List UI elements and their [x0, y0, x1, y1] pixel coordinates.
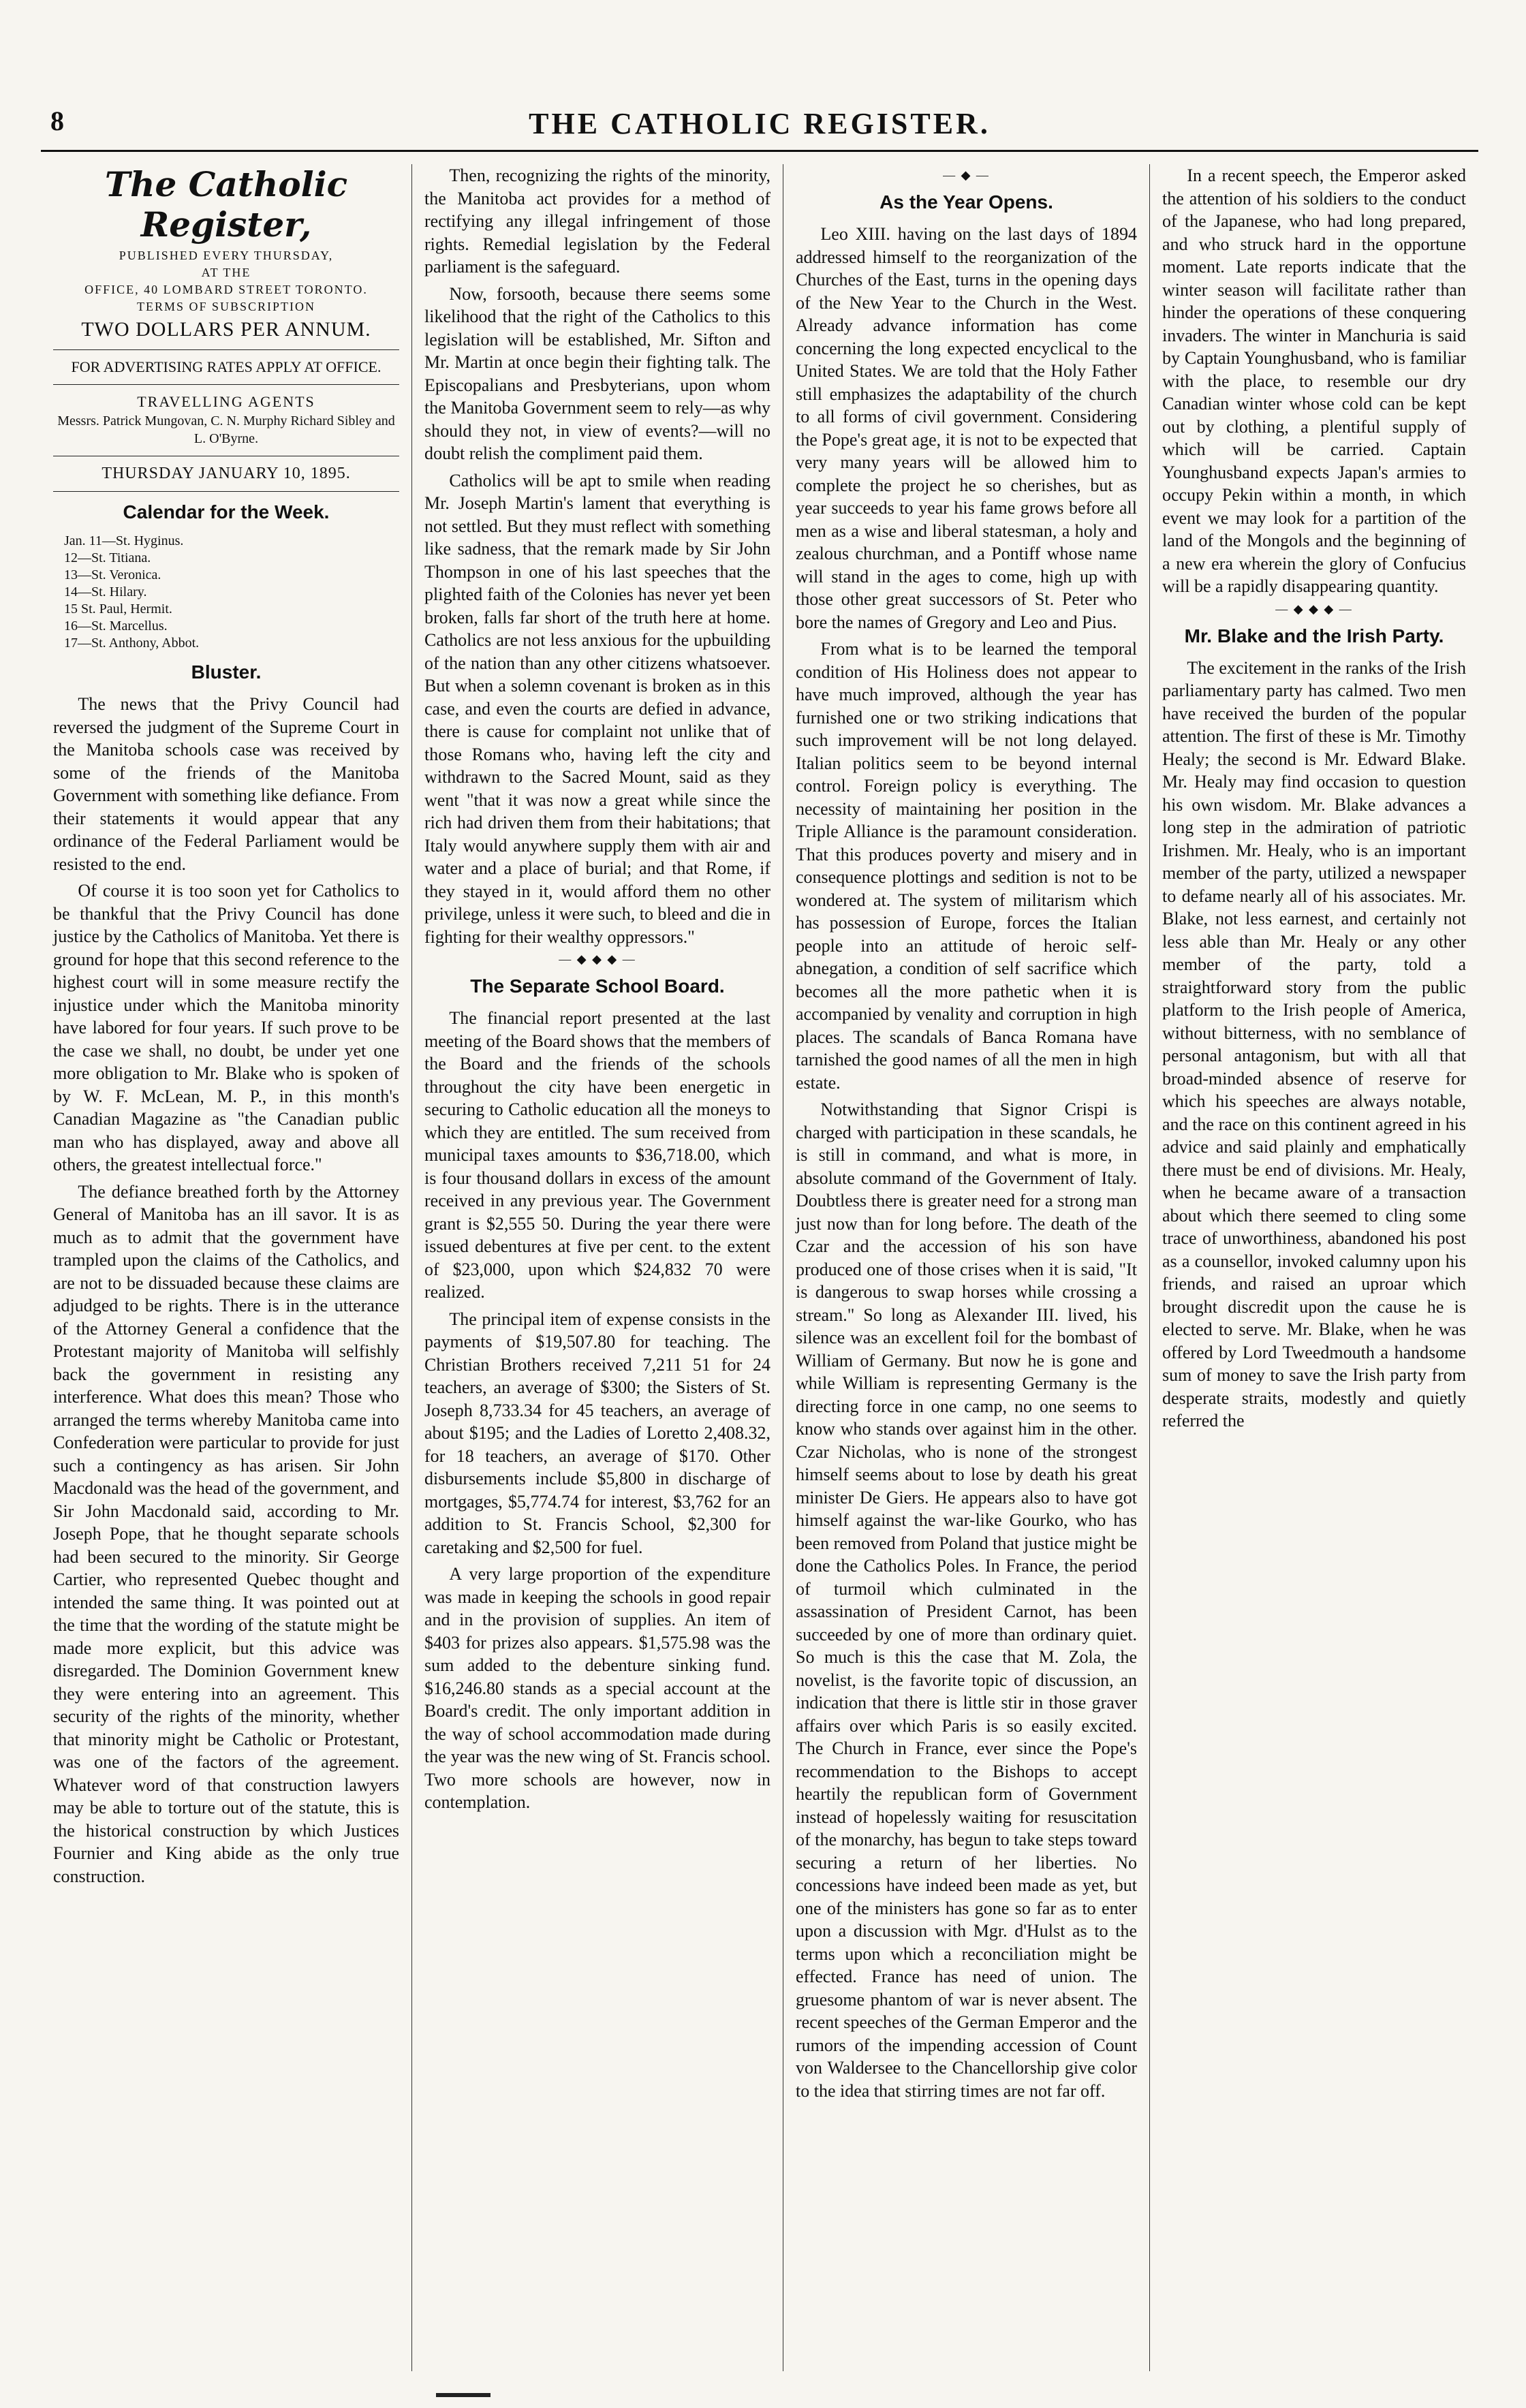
footer-rule	[436, 2393, 490, 2397]
divider	[53, 491, 399, 492]
article-paragraph: From what is to be learned the temporal condition of His Holiness does not appear to have much improved, although the year has furnished one or two striking indications that such improvement will be not long delayed. Italian politics seem to be beyond internal control. Foreign policy is everything. The necessity of maintaining her position in the Triple Alliance is the paramount consideration. That this produces poverty and misery and in consequence plottings and sedition is not to be wondered at. The system of militarism which has possession of Europe, forces the Italian people into an attitude of heroic self-abnegation, a condition of self sacrifice which becomes all the more pathetic when it is accompanied by venality and corruption in high places. The scandals of Banca Romana have tarnished the good names of all the men in high estate.	[796, 639, 1137, 1093]
column-2	[412, 164, 783, 2371]
office-address: OFFICE, 40 LOMBARD STREET TORONTO.	[84, 283, 368, 296]
column-3	[783, 164, 1150, 2371]
paper-nameplate: The Catholic Register,	[104, 164, 348, 245]
article-paragraph: The principal item of expense consists in the payments of $19,507.80 for teaching. The Christian Brothers received 7,211 51 for 24 teachers, an average of $300; the Sisters of St. Joseph 8,733.34 for 45 teachers, an average of about $195; and the Ladies of Loretto 2,408.32, for 18 teachers, an average of $170. Other disbursements include $5,800 in discharge of mortgages, $5,774.74 for interest, $3,762 for an addition to St. Francis School, $2,300 for caretaking and $2,500 for fuel.	[424, 1309, 770, 1557]
article-paragraph: Then, recognizing the rights of the minority, the Manitoba act provides for a method of rectifying any illegal infringement of those rights. Remedial legislation by the Federal parliament is the safeguard.	[424, 166, 770, 277]
column-1	[41, 164, 412, 2371]
newspaper-title: THE CATHOLIC REGISTER.	[529, 107, 991, 140]
school-board-title: The Separate School Board.	[470, 975, 725, 997]
calendar-title: Calendar for the Week.	[123, 501, 330, 522]
at-the-line: AT THE	[201, 266, 251, 279]
calendar-item: 15 St. Paul, Hermit.	[64, 601, 172, 616]
year-opens-title: As the Year Opens.	[879, 191, 1053, 213]
article-paragraph: The news that the Privy Council had reversed the judgment of the Supreme Court in the Manitoba schools case was received by some of the friends of the Manitoba Government with something like defiance. From their statements it would appear that any ordinance of the Federal Parliament would be resisted to the end.	[53, 694, 399, 874]
calendar-item: Jan. 11—St. Hyginus.	[64, 533, 184, 548]
calendar-item: 16—St. Marcellus.	[64, 619, 168, 634]
divider	[53, 349, 399, 350]
article-paragraph: A very large proportion of the expenditure was made in keeping the schools in good repair and in the provision of supplies. An item of $403 for prizes also appears. $1,575.98 was the sum added to the debenture sinking fund. $16,246.80 stands as a special account at the Board's credit. The only important addition in the way of school accommodation made during the year was the new wing of St. Francis school. Two more schools are however, now in contemplation.	[424, 1564, 770, 1812]
article-paragraph: The financial report presented at the last meeting of the Board shows that the members of the Board and the friends of the schools throughout the city have been energetic in securing to Catholic education all the moneys to which they are entitled. The sum received from municipal taxes amounts to $36,718.00, which is four thousand dollars in excess of the amount received in any previous year. The Government grant is $2,555 50. During the year there were issued debentures at five per cent. to the extent of $23,000, upon which $24,832 70 were realized.	[424, 1008, 770, 1302]
terms-line: TERMS OF SUBSCRIPTION	[136, 300, 316, 313]
article-paragraph: Catholics will be apt to smile when reading Mr. Joseph Martin's lament that everything is not settled. But they must reflect with something like sadness, that the remark made by Sir John Thompson in one of his last speeches that the plighted faith of the Colonies has never yet been broken, falls far short of the truth here at home. Catholics are not less anxious for the upbuilding of the nation than any other citizens whatsoever. But when a solemn covenant is broken as in this case, and even the courts are defied in advance, there is cause for complaint not unlike that of those Romans who, having left the city and withdrawn to the Sacred Mount, said as they went "that it was now a great while since the rich had driven them from their habitations; that Italy would anywhere supply them with air and water and a place of burial; and that Rome, if they stayed in it, would afford them no other privilege, unless it were such, to bleed and die in fighting for their wealthy oppressors."	[424, 470, 770, 947]
article-paragraph: The excitement in the ranks of the Irish parliamentary party has calmed. Two men have received the burden of the popular attention. The first of these is Mr. Timothy Healy; the second is Mr. Edward Blake. Mr. Healy may find occasion to question his own wisdom. Mr. Blake advances a long step in the admiration of patriotic Irishmen. Mr. Healy, who is an important member of the party, utilized a newspaper to defame nearly all of his associates. Mr. Blake, not less earnest, and certainly not less able than Mr. Healy or any other member of the party, told a straightforward story from the public platform to the Irish people of America, without bitterness, with no semblance of personal antagonism, but with all that broad-minded absence of reserve for which his speeches are always notable, and the race on this continent agreed in his advice and said plainly and emphatically there must be end of divisions. Mr. Healy, when he became aware of a transaction about which there seemed to cling some trace of unworthiness, abandoned his post as a counsellor, invoked calumny upon his friends, and raised an uproar which brought discredit upon the cause he is elected to serve. Mr. Blake, when he was offered by Lord Tweedmouth a handsome sum of money to save the Irish party from desperate straits, modestly and quietly referred the	[1162, 657, 1466, 1430]
article-paragraph: In a recent speech, the Emperor asked the attention of his soldiers to the conduct of the Japanese, who had long prepared, and who struck hard in the opportune moment. Late reports indicate that the winter season will facilitate rather than hinder the operations of these conquering invaders. The winter in Manchuria is said by Captain Younghusband, who is familiar with the place, to resemble our dry Canadian winter whose cold can be kept out by clothing, a plentiful supply of which will be carried. Captain Younghusband expects Japan's armies to occupy Pekin within a month, in which event we may look for a partition of the land of the Mongols and the beginning of a new era wherein the glory of Confucius will be a rapidly disappearing quantity.	[1162, 166, 1466, 596]
ornament-divider: — ◆ ◆ ◆ —	[1275, 601, 1353, 616]
calendar-item: 13—St. Veronica.	[64, 567, 161, 582]
article-paragraph: Leo XIII. having on the last days of 1894 addressed himself to the reorganization of the Churches of the East, turns in the opening days of the New Year to the Church in the West. Already advance information has come concerning the long expected encyclical to the United States. We are told that the Holy Father still emphasizes the adaptability of the church to all forms of civil government. Considering the Pope's great age, it is not to be expected that very many years will be allowed him to complete the project he so cherishes, but as year succeeds to year his fame grows before all men as a wise and liberal statesman, a holy and zealous churchman, and a Pontiff whose name will stand in the ages to come, high up with those other great successors of St. Peter who bore the names of Gregory and Leo and Pius.	[796, 224, 1137, 632]
page-header	[41, 102, 1478, 152]
published-line: PUBLISHED EVERY THURSDAY,	[119, 249, 334, 262]
article-paragraph: Of course it is too soon yet for Catholics to be thankful that the Privy Council has done justice by the Catholics of Manitoba. Yet there is ground for hope that this second reference to the highest court will in some measure rectify the injustice under which the Manitoba minority have labored for four years. If such prove to be the case we shall, no doubt, be under yet one more obligation to Mr. Blake who is spoken of by W. F. McLean, M. P., in this month's Canadian Magazine as "the Canadian public man who has displayed, away and above all others, the greatest intellectual force."	[53, 881, 399, 1174]
issue-date: THURSDAY JANUARY 10, 1895.	[102, 465, 351, 482]
calendar-item: 14—St. Hilary.	[64, 584, 147, 599]
agents-title: TRAVELLING AGENTS	[137, 393, 315, 410]
blake-title: Mr. Blake and the Irish Party.	[1184, 625, 1444, 646]
ornament-divider: — ◆ ◆ ◆ —	[559, 952, 636, 966]
columns	[41, 164, 1478, 2371]
calendar-item: 12—St. Titiana.	[64, 550, 151, 565]
divider	[53, 384, 399, 385]
agents-names: Messrs. Patrick Mungovan, C. N. Murphy Richard Sibley and L. O'Byrne.	[57, 413, 395, 446]
advertising-line: FOR ADVERTISING RATES APPLY AT OFFICE.	[71, 358, 382, 375]
calendar-list	[53, 533, 399, 652]
article-paragraph: Now, forsooth, because there seems some likelihood that the right of the Catholics to this legislation will be established, Mr. Sifton and Mr. Martin at once begin their fighting talk. The Episcopalians and Presbyterians, upon whom the Manitoba Government seem to rely—as why should they not, in view of events?—will no doubt relish the compliment paid them.	[424, 283, 770, 463]
page-number: 8	[50, 106, 64, 136]
subscription-price: TWO DOLLARS PER ANNUM.	[81, 318, 371, 341]
calendar-item: 17—St. Anthony, Abbot.	[64, 636, 200, 651]
article-paragraph: The defiance breathed forth by the Attorney General of Manitoba has an ill savor. It is as much as to admit that the government have trampled upon the claims of the Catholics, and are not to be dissuaded because these claims are adjudged to be rights. There is in the utterance of the Attorney General a confidence that the Protestant majority of Manitoba will selfishly back the government in resisting any interference. What does this mean? Those who arranged the terms whereby Manitoba came into Confederation were particular to provide for just such a contingency as has arisen. Sir John Macdonald was the head of the government, and Sir John Macdonald said, according to Mr. Joseph Pope, that he thought separate schools had been secured to the minority. Sir George Cartier, who represented Quebec thought and intended the same thing. It was pointed out at the time that the wording of the statute might be made more explicit, but this advice was disregarded. The Dominion Government knew they were entering into an agreement. This security of the rights of the minority, whether that minority might be Catholic or Protestant, was one of the factors of the agreement. Whatever word of that construction lawyers may be able to torture out of the statute, this is the historical construction by which Justices Fournier and King abide as the only true construction.	[53, 1181, 399, 1886]
ornament-divider: — ◆ —	[943, 168, 990, 182]
bluster-title: Bluster.	[191, 661, 262, 683]
column-4	[1150, 164, 1478, 2371]
article-paragraph: Notwithstanding that Signor Crispi is charged with participation in these scandals, he is still in command, and what is more, in absolute command of the Government of Italy. Doubtless there is greater need for a strong man just now than for long before. The death of the Czar and the accession of his son have produced one of those crises when it is said, "It is dangerous to swap horses while crossing a stream." So long as Alexander III. lived, his silence was an excellent foil for the bombast of William of Germany. But now he is gone and while William is representing Germany is the directing force in one camp, no one seems to know who stands over against him in the other. Czar Nicholas, who is none of the strongest himself seems about to lose by death his great minister De Giers. He appears also to have got himself against the war-like Gourko, who has been removed from Poland that justice might be done the Catholics Poles. In France, the period of turmoil which culminated in the assassination of President Carnot, has been succeeded by one of more than ordinary quiet. So much is this the case that M. Zola, the novelist, is the favorite topic of discussion, an indication that there is little stir in those graver affairs over which Paris is so easily excited. The Church in France, ever since the Pope's recommendation to the Bishops to accept heartily the republican form of Government instead of hopelessly waiting for resuscitation of the monarchy, has begun to take steps toward securing a return of her liberties. No concessions have indeed been made as yet, but one of the ministers has gone so far as to enter upon a discussion with Mgr. d'Hulst as to the terms upon which a reconciliation might be effected. France has need of union. The gruesome phantom of war is never absent. The recent speeches of the German Emperor and the rumors of the impending accession of Count von Waldersee to the Chancellorship give color to the idea that stirring times are not far off.	[796, 1099, 1137, 2101]
